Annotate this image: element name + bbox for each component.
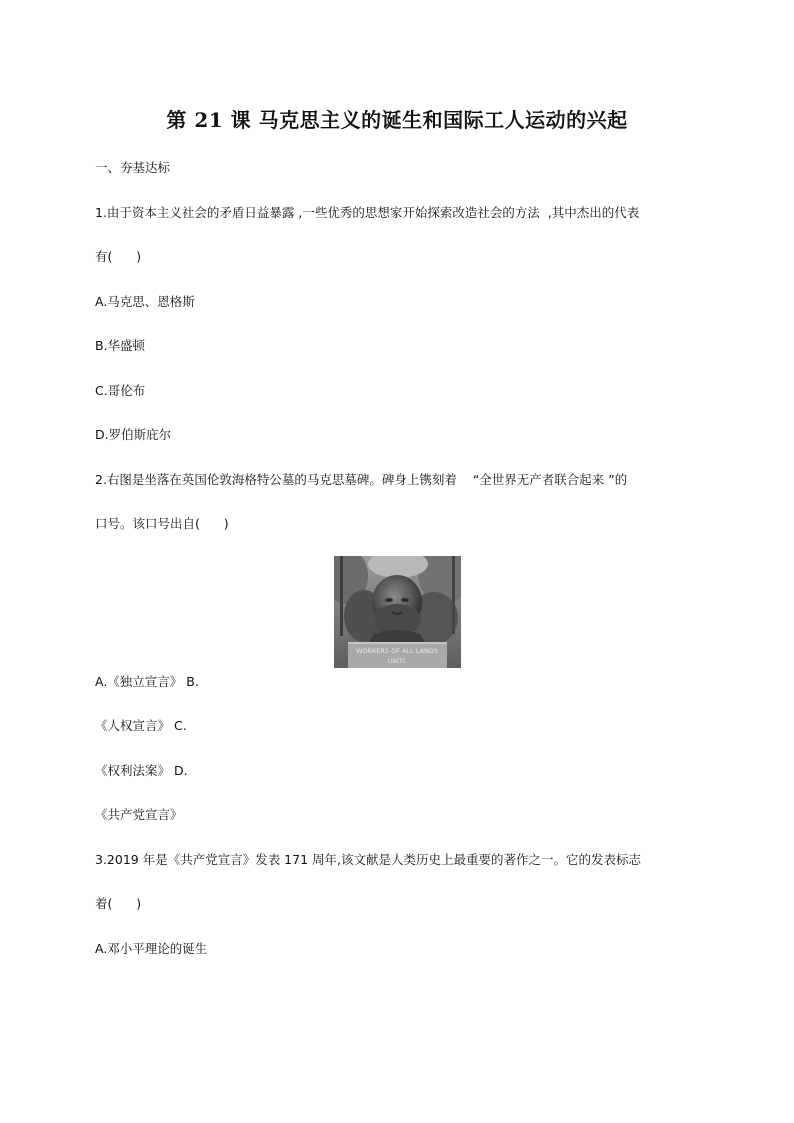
question-2-stem-line1: 2.右图是坐落在英国伦敦海格特公墓的马克思墓碑。碑身上镌刻着 “全世界无产者联合起来 ”的 <box>95 472 628 487</box>
tomb-inscription-line2: UNITE <box>387 658 407 665</box>
question-2-options-line1: A.《独立宣言》 B. <box>95 674 199 689</box>
question-2-options-line3: 《权利法案》 D. <box>95 763 188 778</box>
question-1-option-a: A.马克思、恩格斯 <box>95 294 195 309</box>
question-3-option-a: A.邓小平理论的诞生 <box>95 941 208 956</box>
question-2-options-line2: 《人权宣言》 C. <box>95 718 187 733</box>
question-2-stem-line2: 口号。该口号出自( ) <box>95 516 229 531</box>
section-heading: 一、夯基达标 <box>95 160 171 175</box>
marx-tomb-photo <box>334 556 461 668</box>
marx-tomb-photo-image <box>334 556 461 668</box>
question-2-options-line4: 《共产党宣言》 <box>95 807 183 822</box>
tomb-inscription-line1: WORKERS OF ALL LANDS <box>355 647 439 655</box>
question-1-stem-line1: 1.由于资本主义社会的矛盾日益暴露 ,一些优秀的思想家开始探索改造社会的方法 ,其中杰出的代表 <box>95 205 640 220</box>
question-3-stem-line2: 着( ) <box>95 896 142 911</box>
question-1-stem-line2: 有( ) <box>95 249 142 264</box>
question-1-option-d: D.罗伯斯庇尔 <box>95 427 172 442</box>
question-3-stem-line1: 3.2019 年是《共产党宣言》发表 171 周年,该文献是人类历史上最重要的著作之一。它的发表标志 <box>95 852 641 867</box>
question-1-option-b: B.华盛顿 <box>95 338 146 353</box>
question-1-option-c: C.哥伦布 <box>95 383 146 398</box>
page-title: 第 21 课 马克思主义的诞生和国际工人运动的兴起 <box>166 108 628 132</box>
